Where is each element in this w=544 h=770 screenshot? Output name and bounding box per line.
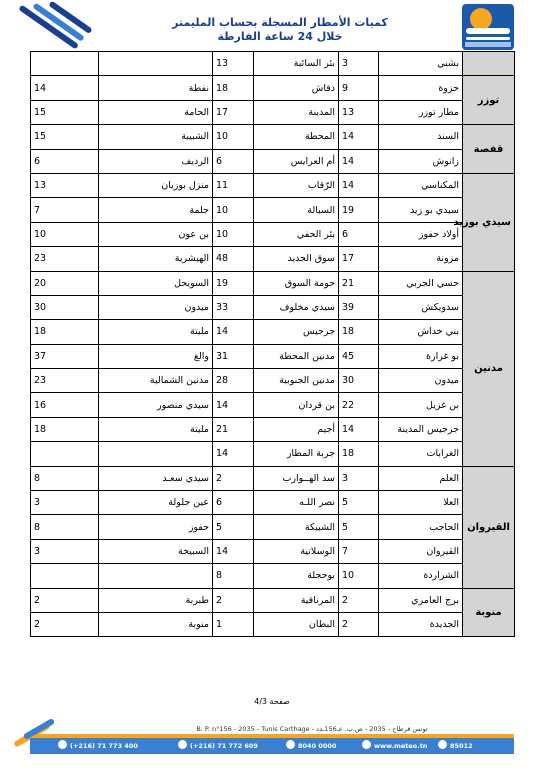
footer-address: B. P. n°156 - 2035 - Tunis Carthage - تونس قرطاج - 2035 - ص.ب. عـ156ـدد — [196, 725, 428, 733]
rainfall-value — [31, 52, 99, 76]
station-name: جرجيس المدينة — [379, 417, 463, 441]
table-row — [31, 222, 515, 246]
station-name: أولاد حفوز — [379, 222, 463, 246]
station-name: الغرابات — [379, 442, 463, 466]
rainfall-value: 14 — [339, 417, 379, 441]
station-name: المدينة — [254, 100, 339, 124]
rainfall-value: 15 — [31, 125, 99, 149]
station-name: بن قردان — [254, 393, 339, 417]
station-name: الحامة — [99, 100, 213, 124]
table-row — [31, 393, 515, 417]
rainfall-value: 5 — [339, 491, 379, 515]
rainfall-value: 19 — [213, 271, 254, 295]
globe-icon — [362, 740, 371, 749]
table-row — [31, 369, 515, 393]
table-row — [31, 442, 515, 466]
rainfall-value: 14 — [339, 173, 379, 197]
footer-phone-2: (+216) 71 772 609 — [190, 742, 258, 750]
footer-sms: 85012 — [450, 742, 473, 750]
station-name — [99, 52, 213, 76]
rainfall-value: 37 — [31, 344, 99, 368]
rainfall-value: 17 — [339, 247, 379, 271]
station-name — [99, 564, 213, 588]
rainfall-value: 18 — [339, 442, 379, 466]
station-name: بشني — [379, 52, 463, 76]
rainfall-value — [31, 442, 99, 466]
region-name: قفصة — [463, 125, 515, 174]
rainfall-value: 14 — [213, 442, 254, 466]
rainfall-value: 3 — [339, 52, 379, 76]
rainfall-value: 15 — [31, 100, 99, 124]
station-name: مطار توزر — [379, 100, 463, 124]
station-name: جلمة — [99, 198, 213, 222]
station-name: بئر السائبة — [254, 52, 339, 76]
station-name: عين جلولة — [99, 491, 213, 515]
rainfall-value: 20 — [31, 271, 99, 295]
rainfall-value: 7 — [31, 198, 99, 222]
rainfall-value: 11 — [213, 173, 254, 197]
station-name: نفطة — [99, 76, 213, 100]
station-name: دقاش — [254, 76, 339, 100]
station-name: سيدي منصور — [99, 393, 213, 417]
footer-phone-1: (+216) 71 773 400 — [70, 742, 138, 750]
rainfall-value: 45 — [339, 344, 379, 368]
table-row — [31, 344, 515, 368]
station-name: سوق الجديد — [254, 247, 339, 271]
station-name: الوسلاتية — [254, 539, 339, 563]
table-row — [31, 271, 515, 295]
table-row — [31, 125, 515, 149]
station-name: حفوز — [99, 515, 213, 539]
rainfall-value: 10 — [213, 198, 254, 222]
station-name: بني خداش — [379, 320, 463, 344]
rainfall-value: 13 — [31, 173, 99, 197]
table-row — [31, 173, 515, 197]
rainfall-value: 14 — [339, 125, 379, 149]
station-name: الرديف — [99, 149, 213, 173]
station-name: طبربة — [99, 588, 213, 612]
rainfall-value: 3 — [31, 539, 99, 563]
region-name: سيدي بوزيد — [463, 173, 515, 271]
station-name: السبيخة — [99, 539, 213, 563]
table-row — [31, 76, 515, 100]
station-name: سدويكش — [379, 295, 463, 319]
table-row — [31, 564, 515, 588]
station-name: الجديدة — [379, 612, 463, 636]
rainfall-value: 3 — [339, 466, 379, 490]
station-name: الرّقاب — [254, 173, 339, 197]
table-row — [31, 320, 515, 344]
station-name: بئر الحفي — [254, 222, 339, 246]
rainfall-value: 6 — [213, 149, 254, 173]
sms-icon — [438, 740, 447, 749]
phone-icon — [58, 740, 67, 749]
decorative-stripes — [20, 0, 90, 48]
station-name: مليتة — [99, 320, 213, 344]
station-name: العلا — [379, 491, 463, 515]
station-name: الهيشرية — [99, 247, 213, 271]
region-name: توزر — [463, 76, 515, 125]
rainfall-value: 19 — [339, 198, 379, 222]
rainfall-value: 30 — [339, 369, 379, 393]
station-name: مدنين الجنوبية — [254, 369, 339, 393]
station-name: السند — [379, 125, 463, 149]
rainfall-value: 6 — [339, 222, 379, 246]
station-name: المكناسي — [379, 173, 463, 197]
rainfall-value: 8 — [213, 564, 254, 588]
station-name: والغ — [99, 344, 213, 368]
station-name: حزوة — [379, 76, 463, 100]
station-name: البطان — [254, 612, 339, 636]
rainfall-value: 33 — [213, 295, 254, 319]
rainfall-value: 2 — [213, 588, 254, 612]
page-number: صفحة 4/3 — [254, 697, 290, 706]
rainfall-value: 48 — [213, 247, 254, 271]
station-name: جربة المطار — [254, 442, 339, 466]
footer — [0, 716, 544, 770]
rainfall-value: 2 — [339, 612, 379, 636]
footer-website[interactable]: www.meteo.tn — [374, 742, 428, 750]
rainfall-value: 39 — [339, 295, 379, 319]
rainfall-value: 14 — [31, 76, 99, 100]
station-name: سد الهــوارب — [254, 466, 339, 490]
station-name: منوبة — [99, 612, 213, 636]
station-name: نصر اللـه — [254, 491, 339, 515]
rainfall-value: 13 — [213, 52, 254, 76]
station-name: العلم — [379, 466, 463, 490]
rainfall-value: 5 — [213, 515, 254, 539]
table-row — [31, 100, 515, 124]
rainfall-value: 2 — [339, 588, 379, 612]
station-name: السبالة — [254, 198, 339, 222]
rainfall-table — [30, 51, 515, 637]
station-name: زانوش — [379, 149, 463, 173]
rainfall-value: 23 — [31, 369, 99, 393]
table-row — [31, 247, 515, 271]
region-name — [463, 52, 515, 76]
station-name: بوحجلة — [254, 564, 339, 588]
rainfall-value: 28 — [213, 369, 254, 393]
station-name: المحطة — [254, 125, 339, 149]
region-name: القيروان — [463, 466, 515, 588]
table-row — [31, 295, 515, 319]
footer-free-number: 8040 0000 — [298, 742, 337, 750]
fax-icon — [178, 740, 187, 749]
station-name: الحاجب — [379, 515, 463, 539]
station-name — [99, 442, 213, 466]
report-title: كميات الأمطار المسجلة بحساب المليمتر — [172, 16, 388, 29]
rainfall-value: 2 — [213, 466, 254, 490]
institute-logo — [462, 4, 514, 50]
rainfall-value: 9 — [339, 76, 379, 100]
station-name: ميدون — [379, 369, 463, 393]
station-name: ميدون — [99, 295, 213, 319]
rainfall-value: 10 — [213, 125, 254, 149]
rainfall-value: 16 — [31, 393, 99, 417]
station-name: مزونة — [379, 247, 463, 271]
rainfall-value: 5 — [339, 515, 379, 539]
table-row — [31, 539, 515, 563]
table-row — [31, 612, 515, 636]
rainfall-value: 10 — [339, 564, 379, 588]
rainfall-value — [31, 564, 99, 588]
station-name: مليتة — [99, 417, 213, 441]
rainfall-value: 31 — [213, 344, 254, 368]
report-subtitle: خلال 24 ساعة الفارطة — [217, 30, 343, 43]
table-row — [31, 515, 515, 539]
rainfall-value: 13 — [339, 100, 379, 124]
free-call-icon — [286, 740, 295, 749]
station-name: المرناقية — [254, 588, 339, 612]
station-name: جرجيس — [254, 320, 339, 344]
table-row — [31, 52, 515, 76]
station-name: السويحل — [99, 271, 213, 295]
station-name: حومة السوق — [254, 271, 339, 295]
table-row — [31, 417, 515, 441]
rainfall-value: 10 — [31, 222, 99, 246]
rainfall-value: 18 — [339, 320, 379, 344]
station-name: سيدي سعـد — [99, 466, 213, 490]
rainfall-value: 18 — [31, 320, 99, 344]
region-name: منوبة — [463, 588, 515, 637]
rainfall-value: 6 — [213, 491, 254, 515]
station-name: أم العرايس — [254, 149, 339, 173]
rainfall-value: 14 — [339, 149, 379, 173]
rainfall-value: 1 — [213, 612, 254, 636]
table-row — [31, 149, 515, 173]
rainfall-value: 23 — [31, 247, 99, 271]
rainfall-value: 8 — [31, 466, 99, 490]
rainfall-value: 14 — [213, 539, 254, 563]
rainfall-value: 7 — [339, 539, 379, 563]
station-name: الشراردة — [379, 564, 463, 588]
rainfall-value: 18 — [213, 76, 254, 100]
rainfall-value: 8 — [31, 515, 99, 539]
rainfall-value: 30 — [31, 295, 99, 319]
station-name: مدنين المحطة — [254, 344, 339, 368]
station-name: مدنين الشمالية — [99, 369, 213, 393]
station-name: بن عون — [99, 222, 213, 246]
rainfall-value: 2 — [31, 612, 99, 636]
rainfall-value: 17 — [213, 100, 254, 124]
station-name: القيروان — [379, 539, 463, 563]
rainfall-value: 22 — [339, 393, 379, 417]
table-row — [31, 466, 515, 490]
station-name: أجيم — [254, 417, 339, 441]
rainfall-value: 2 — [31, 588, 99, 612]
station-name: الشبيكة — [254, 515, 339, 539]
station-name: الشبيبة — [99, 125, 213, 149]
table-row — [31, 491, 515, 515]
region-name: مدنين — [463, 271, 515, 466]
table-row — [31, 588, 515, 612]
station-name: حسي الجربي — [379, 271, 463, 295]
rainfall-value: 21 — [339, 271, 379, 295]
station-name: سيدي بو زيد — [379, 198, 463, 222]
table-row — [31, 198, 515, 222]
rainfall-value: 21 — [213, 417, 254, 441]
rainfall-value: 6 — [31, 149, 99, 173]
station-name: بو غرارة — [379, 344, 463, 368]
rainfall-value: 14 — [213, 320, 254, 344]
rainfall-value: 14 — [213, 393, 254, 417]
station-name: سيدي مخلوف — [254, 295, 339, 319]
station-name: بن غزيل — [379, 393, 463, 417]
station-name: منزل بوزيان — [99, 173, 213, 197]
rainfall-value: 18 — [31, 417, 99, 441]
rainfall-value: 10 — [213, 222, 254, 246]
station-name: برج العامري — [379, 588, 463, 612]
rainfall-value: 3 — [31, 491, 99, 515]
